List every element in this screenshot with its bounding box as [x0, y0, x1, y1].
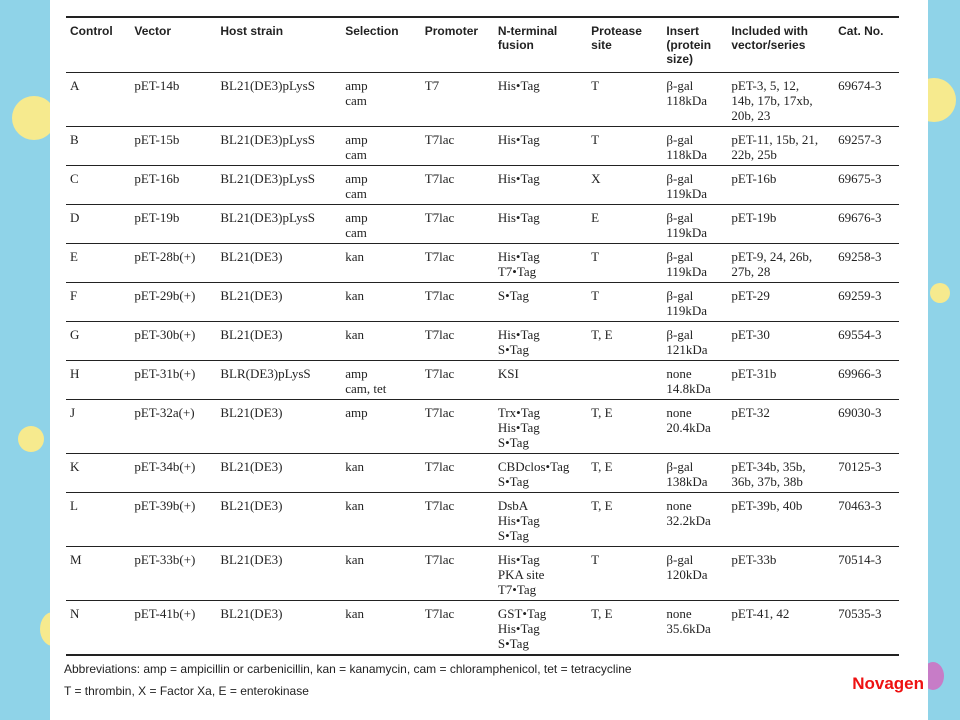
table-cell: pET-39b(+) [130, 493, 216, 547]
table-cell: pET-34b(+) [130, 454, 216, 493]
table-body [66, 73, 899, 656]
table-cell: T, E [587, 601, 662, 656]
table-cell: amp [341, 400, 421, 454]
table-cell: T [587, 283, 662, 322]
table-cell: β-gal 119kDa [662, 244, 727, 283]
table-cell: pET-31b [727, 361, 834, 400]
table-cell: E [587, 205, 662, 244]
table-cell: pET-41b(+) [130, 601, 216, 656]
column-header: Vector [130, 17, 216, 73]
table-cell: A [66, 73, 130, 127]
table-cell: T [587, 244, 662, 283]
table-cell: pET-33b(+) [130, 547, 216, 601]
table-cell: DsbA His•Tag S•Tag [494, 493, 587, 547]
table-cell: amp cam [341, 127, 421, 166]
table-header [66, 17, 899, 73]
table-cell: L [66, 493, 130, 547]
table-cell: N [66, 601, 130, 656]
table-cell: C [66, 166, 130, 205]
table-cell: T7lac [421, 400, 494, 454]
table-cell: 69258-3 [834, 244, 899, 283]
table-cell: BL21(DE3) [216, 454, 341, 493]
table-row [66, 166, 899, 205]
table-row [66, 601, 899, 656]
table-cell: kan [341, 244, 421, 283]
table-cell: T7lac [421, 127, 494, 166]
table-cell: KSI [494, 361, 587, 400]
table-cell: 70535-3 [834, 601, 899, 656]
table-cell: T7lac [421, 547, 494, 601]
table-cell: β-gal 119kDa [662, 205, 727, 244]
table-cell: β-gal 118kDa [662, 127, 727, 166]
table-cell: M [66, 547, 130, 601]
table-cell: 69966-3 [834, 361, 899, 400]
table-cell: pET-19b [130, 205, 216, 244]
table-row [66, 322, 899, 361]
table-header-row [66, 17, 899, 73]
table-cell: pET-14b [130, 73, 216, 127]
table-cell: β-gal 120kDa [662, 547, 727, 601]
table-cell: E [66, 244, 130, 283]
table-cell: pET-34b, 35b, 36b, 37b, 38b [727, 454, 834, 493]
table-cell: pET-41, 42 [727, 601, 834, 656]
table-cell: X [587, 166, 662, 205]
table-cell: T7lac [421, 283, 494, 322]
table-row [66, 547, 899, 601]
table-cell: 69030-3 [834, 400, 899, 454]
table-row [66, 454, 899, 493]
table-cell: 70514-3 [834, 547, 899, 601]
table-cell: pET-9, 24, 26b, 27b, 28 [727, 244, 834, 283]
table-cell: kan [341, 283, 421, 322]
table-cell: pET-30b(+) [130, 322, 216, 361]
table-cell: D [66, 205, 130, 244]
column-header: Cat. No. [834, 17, 899, 73]
column-header: Included with vector/series [727, 17, 834, 73]
protease-note: T = thrombin, X = Factor Xa, E = enterokinase [64, 684, 309, 698]
table-cell: none 35.6kDa [662, 601, 727, 656]
table-cell: BL21(DE3) [216, 547, 341, 601]
table-cell: β-gal 121kDa [662, 322, 727, 361]
table-cell: His•Tag PKA site T7•Tag [494, 547, 587, 601]
table-cell: His•Tag [494, 127, 587, 166]
table-cell: none 14.8kDa [662, 361, 727, 400]
column-header: Promoter [421, 17, 494, 73]
table-cell: kan [341, 454, 421, 493]
table-cell [587, 361, 662, 400]
table-row [66, 493, 899, 547]
table-cell: B [66, 127, 130, 166]
table-cell: none 20.4kDa [662, 400, 727, 454]
table-cell: 70463-3 [834, 493, 899, 547]
table-cell: amp cam [341, 73, 421, 127]
table-cell: T7lac [421, 166, 494, 205]
document-page [50, 0, 928, 720]
column-header: Host strain [216, 17, 341, 73]
abbreviations-note: Abbreviations: amp = ampicillin or carbenicillin, kan = kanamycin, cam = chloramphenicol, tet = tetracycline [64, 662, 632, 676]
column-header: Control [66, 17, 130, 73]
table-cell: His•Tag [494, 73, 587, 127]
table-cell: β-gal 138kDa [662, 454, 727, 493]
table-cell: pET-29 [727, 283, 834, 322]
table-cell: amp cam, tet [341, 361, 421, 400]
table-cell: CBDclos•Tag S•Tag [494, 454, 587, 493]
table-cell: none 32.2kDa [662, 493, 727, 547]
table-cell: H [66, 361, 130, 400]
table-cell: pET-39b, 40b [727, 493, 834, 547]
table-cell: BL21(DE3)pLysS [216, 166, 341, 205]
table-cell: amp cam [341, 166, 421, 205]
table-row [66, 73, 899, 127]
table-cell: 69554-3 [834, 322, 899, 361]
column-header: Selection [341, 17, 421, 73]
table-cell: kan [341, 547, 421, 601]
pet-vector-table [66, 16, 899, 656]
table-cell: F [66, 283, 130, 322]
table-cell: His•Tag [494, 205, 587, 244]
table-cell: T, E [587, 322, 662, 361]
table-cell: pET-15b [130, 127, 216, 166]
table-cell: T [587, 127, 662, 166]
table-cell: pET-30 [727, 322, 834, 361]
table-cell: T7lac [421, 244, 494, 283]
table-cell: T7lac [421, 601, 494, 656]
table-cell: T, E [587, 400, 662, 454]
table-row [66, 127, 899, 166]
table-cell: S•Tag [494, 283, 587, 322]
table-row [66, 361, 899, 400]
table-cell: T7lac [421, 322, 494, 361]
table-cell: GST•Tag His•Tag S•Tag [494, 601, 587, 656]
table-cell: kan [341, 493, 421, 547]
decorative-dot [930, 283, 950, 303]
table-cell: BL21(DE3)pLysS [216, 205, 341, 244]
table-cell: pET-3, 5, 12, 14b, 17b, 17xb, 20b, 23 [727, 73, 834, 127]
table-cell: His•Tag [494, 166, 587, 205]
table-cell: BL21(DE3) [216, 400, 341, 454]
table-cell: pET-19b [727, 205, 834, 244]
brand-logo: Novagen [852, 674, 924, 693]
table-cell: J [66, 400, 130, 454]
table-cell: β-gal 119kDa [662, 166, 727, 205]
table-cell: kan [341, 601, 421, 656]
table-cell: pET-31b(+) [130, 361, 216, 400]
column-header: Protease site [587, 17, 662, 73]
table-cell: T, E [587, 454, 662, 493]
table-cell: 69259-3 [834, 283, 899, 322]
table-cell: T7lac [421, 361, 494, 400]
table-cell: T7lac [421, 205, 494, 244]
table-cell: 69257-3 [834, 127, 899, 166]
table-cell: T, E [587, 493, 662, 547]
table-cell: Trx•Tag His•Tag S•Tag [494, 400, 587, 454]
table-cell: BL21(DE3)pLysS [216, 73, 341, 127]
table-cell: 70125-3 [834, 454, 899, 493]
table-cell: BL21(DE3) [216, 244, 341, 283]
table-cell: BL21(DE3) [216, 322, 341, 361]
column-header: N-terminal fusion [494, 17, 587, 73]
table-cell: amp cam [341, 205, 421, 244]
table-cell: T7 [421, 73, 494, 127]
table-cell: kan [341, 322, 421, 361]
table-cell: T7lac [421, 493, 494, 547]
table-cell: T [587, 73, 662, 127]
table-cell: 69674-3 [834, 73, 899, 127]
table-cell: pET-32 [727, 400, 834, 454]
table-cell: 69676-3 [834, 205, 899, 244]
table-cell: His•Tag T7•Tag [494, 244, 587, 283]
table-cell: BL21(DE3) [216, 493, 341, 547]
table-row [66, 244, 899, 283]
table-cell: β-gal 119kDa [662, 283, 727, 322]
table-cell: His•Tag S•Tag [494, 322, 587, 361]
table-cell: BL21(DE3)pLysS [216, 127, 341, 166]
table-cell: pET-16b [727, 166, 834, 205]
table-cell: pET-32a(+) [130, 400, 216, 454]
table-cell: K [66, 454, 130, 493]
column-header: Insert (protein size) [662, 17, 727, 73]
table-cell: pET-33b [727, 547, 834, 601]
table-row [66, 400, 899, 454]
decorative-dot [18, 426, 44, 452]
table-cell: BL21(DE3) [216, 601, 341, 656]
table-cell: pET-28b(+) [130, 244, 216, 283]
table-row [66, 205, 899, 244]
table-cell: 69675-3 [834, 166, 899, 205]
table-cell: BLR(DE3)pLysS [216, 361, 341, 400]
table-row [66, 283, 899, 322]
table-cell: T [587, 547, 662, 601]
table-cell: T7lac [421, 454, 494, 493]
table-cell: G [66, 322, 130, 361]
table-cell: BL21(DE3) [216, 283, 341, 322]
table-cell: pET-16b [130, 166, 216, 205]
table-cell: β-gal 118kDa [662, 73, 727, 127]
table-cell: pET-11, 15b, 21, 22b, 25b [727, 127, 834, 166]
table-cell: pET-29b(+) [130, 283, 216, 322]
